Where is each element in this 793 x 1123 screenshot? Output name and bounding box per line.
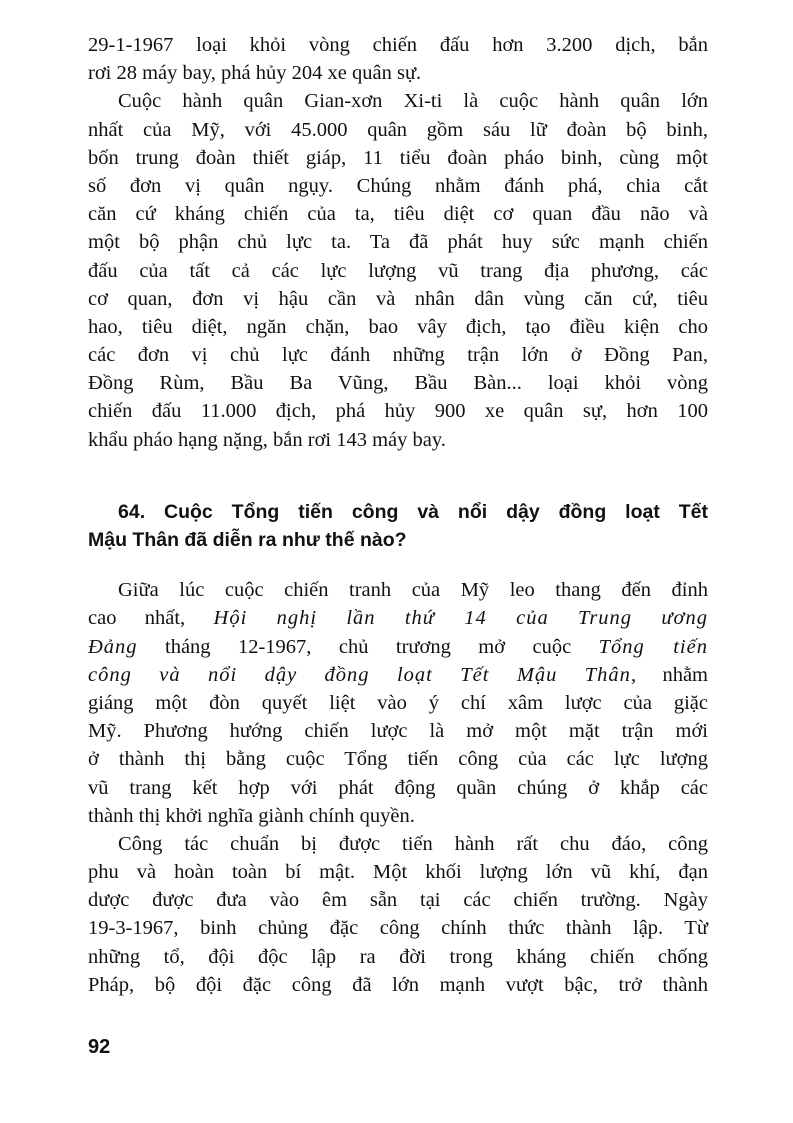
text-line: Mậu Thân đã diễn ra như thế nào? — [88, 529, 407, 551]
page-number: 92 — [88, 1036, 111, 1058]
text-line — [88, 604, 708, 632]
text-line: khẩu pháo hạng nặng, bắn rơi 143 máy bay. — [88, 428, 446, 451]
text-line: thành thị khởi nghĩa giành chính quyền. — [88, 804, 415, 827]
text-line — [88, 633, 708, 661]
text-segment: , nhằm — [630, 663, 708, 686]
text-line: 64. Cuộc Tổng tiến công và nổi dậy đồng loạt Tết — [118, 500, 708, 523]
text-line: căn cứ kháng chiến của ta, tiêu diệt cơ quan đầu não và — [88, 203, 708, 226]
text-line: Đồng Rùm, Bầu Ba Vũng, Bầu Bàn... loại khỏi vòng — [88, 372, 708, 395]
text-line: rơi 28 máy bay, phá hủy 204 xe quân sự. — [88, 62, 422, 85]
paragraph — [88, 830, 708, 999]
text-line — [88, 661, 708, 689]
italic-text: công và nổi dậy đồng loạt Tết Mậu Thân — [88, 663, 631, 686]
text-line: những tổ, đội độc lập ra đời trong kháng chiến chống — [88, 945, 708, 968]
text-line: ở thành thị bằng cuộc Tổng tiến công của các lực lượng — [88, 748, 708, 771]
text-line: Giữa lúc cuộc chiến tranh của Mỹ leo thang đến đỉnh — [118, 579, 708, 602]
text-line: chiến đấu 11.000 địch, phá hủy 900 xe quân sự, hơn 100 — [88, 400, 708, 423]
text-line: dược được đưa vào êm sẵn tại các chiến trường. Ngày — [88, 889, 708, 912]
paragraph — [88, 576, 708, 830]
text-line: Mỹ. Phương hướng chiến lược là mở một mặt trận mới — [88, 720, 708, 743]
text-line: 19-3-1967, binh chủng đặc công chính thức thành lập. Từ — [88, 917, 708, 940]
text-line: Công tác chuẩn bị được tiến hành rất chu đáo, công — [118, 832, 708, 855]
text-line: vũ trang kết hợp với phát động quần chúng ở khắp các — [88, 776, 708, 799]
text-line: đấu của tất cả các lực lượng vũ trang địa phương, các — [88, 259, 708, 282]
text-line: một bộ phận chủ lực ta. Ta đã phát huy sức mạnh chiến — [88, 231, 708, 254]
italic-text: Hội nghị lần thứ 14 của Trung ương — [213, 607, 708, 630]
text-line: cơ quan, đơn vị hậu cần và nhân dân vùng căn cứ, tiêu — [88, 287, 708, 310]
text-line: phu và hoàn toàn bí mật. Một khối lượng lớn vũ khí, đạn — [88, 861, 708, 884]
text-line: giáng một đòn quyết liệt vào ý chí xâm lược của giặc — [88, 691, 708, 714]
text-line: Pháp, bộ đội đặc công đã lớn mạnh vượt bậc, trở thành — [88, 973, 708, 996]
paragraph — [88, 31, 708, 87]
text-line: các đơn vị chủ lực đánh những trận lớn ở Đồng Pan, — [88, 344, 708, 367]
text-line: 29-1-1967 loại khỏi vòng chiến đấu hơn 3.200 dịch, bắn — [88, 34, 708, 56]
text-line: bốn trung đoàn thiết giáp, 11 tiểu đoàn pháo binh, cùng một — [88, 146, 708, 169]
italic-text: Tổng tiến — [598, 635, 708, 658]
text-line: Cuộc hành quân Gian-xơn Xi-ti là cuộc hành quân lớn — [118, 90, 708, 113]
book-page-text — [88, 31, 708, 999]
section-heading — [88, 498, 708, 554]
paragraph — [88, 87, 708, 453]
text-segment: tháng 12-1967, chủ trương mở cuộc — [137, 635, 599, 658]
italic-text: Đảng — [88, 635, 138, 658]
text-line: hao, tiêu diệt, ngăn chặn, bao vây địch, tạo điều kiện cho — [88, 315, 708, 338]
text-line: số đơn vị quân ngụy. Chúng nhằm đánh phá, chia cắt — [88, 174, 708, 197]
text-segment: cao nhất, — [88, 607, 214, 630]
text-line: nhất của Mỹ, với 45.000 quân gồm sáu lữ đoàn bộ binh, — [88, 118, 708, 141]
